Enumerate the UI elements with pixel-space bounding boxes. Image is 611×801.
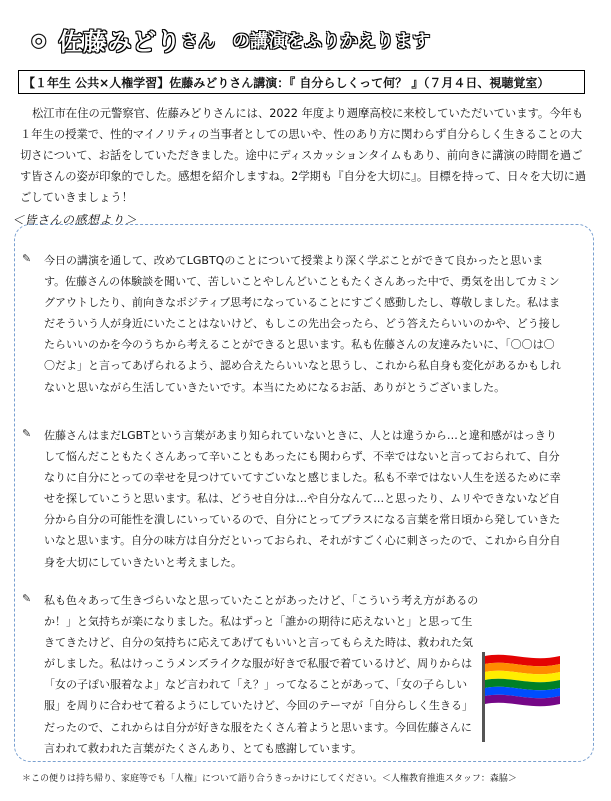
footer-note: ＊この便りは持ち帰り、家庭等でも「人権」について語り合うきっかけにしてください。＜人権教育推進スタッフ：森脇＞ [22,774,517,784]
comment-3-text: 私も色々あって生きづらいなと思っていたことがあったけど、「こういう考え方があるのか！」と気持ちが楽になりました。私はずっと「誰かの期待に応えないと」と思って生きてきたけど、自分の気持ちに応えてあげてもいいと言ってもらえた時は、救われた気がしました。私はけっこうメンズライクな服が好きで私服で着ているけど、周りからは「女の子ぽい服着なよ」など言われて「え？」ってなることがあって、「女の子らしい服」を周りに合わせて着るようにしていたけど、今回のテーマが「自分らしく生きる」だったので、これからは自分が好きな服をたくさん着ようと思います。今回佐藤さんに言われて救われた言葉がたくさんあり、とても感謝しています。 [44,594,479,755]
comment-2: 佐藤さんはまだLGBTという言葉があまり知られていないときに、人とは違うから…と違和感がはっきりして悩んだこともたくさんあって辛いこともあったにも関わらず、不幸ではないと言っておられて、自分なりに自分にとっての幸せを見つけていてすごいなと感じました。私も不幸ではない人生を送るために幸せを探していこうと思います。私は、どうせ自分は…や自分なんて…と思ったり、ムリやできないなど自分から自分の可能性を潰しにいっているので、自分にとってプラスになる言葉を常日頃から発していきたいなと思います。自分の味方は自分だといっておられ、それがすごく心に刺さったので、これから自分自身を大切にしていきたいと考えました。 [44,429,561,569]
speaker-name: 佐藤みどり [58,28,182,56]
pencil-icon: ✎ [22,427,32,440]
pencil-icon: ✎ [22,592,32,605]
title-rest: の講演をふりかえります [232,30,431,52]
pencil-icon: ✎ [22,252,32,265]
intro-paragraph: 松江市在住の元警察官、佐藤みどりさんには、2022 年度より週摩高校に来校していただいています。今年も１年生の授業で、性的マイノリティの当事者としての思いや、性のあり方に関わらず自分らしく生きることの大切さについて、お話をしていただきました。途中にディスカッションタイムもあり、前向きに講演の時間を過ごす皆さんの姿が印象的でした。感想を紹介しますね。2学期も『自分を大切に』。目標を持って、日々を大切に過ごしていきましょう！ [20,107,587,204]
double-circle-icon: ◎ [30,27,48,52]
comment-1: 今日の講演を通して、改めてLGBTQのことについて授業より深く学ぶことができて良かったと思います。佐藤さんの体験談を聞いて、苦しいことやしんどいこともたくさんあった中で、勇気を出してカミングアウトしたり、前向きなポジティブ思考になっていることにすごく感動したし、尊敬しました。私はまだそういう人が身近にいたことはないけど、もしこの先出会ったら、どう答えたらいいのかや、どう接したらいいのかを今のうちから考えることができると思います。私も佐藤さんの友達みたいに、「〇〇は〇〇だよ」と言ってあげられるよう、認め合えたらいいなと思うし、これから私自身も変化があるかもしれないと思いながら生活していきたいです。本当にためになるお話、ありがとうございました。 [44,254,561,394]
title-honorific: さん [181,32,216,52]
lecture-header-box: 【１年生 公共×人権学習】佐藤みどりさん講演：『 自分らしくって何？ 』（７月４日、視聴覚室） [18,70,585,94]
rainbow-flag-icon [478,650,562,742]
impressions-label: ＜皆さんの感想より＞ [12,213,138,227]
page-title [30,22,590,56]
flag-pole [482,652,485,742]
